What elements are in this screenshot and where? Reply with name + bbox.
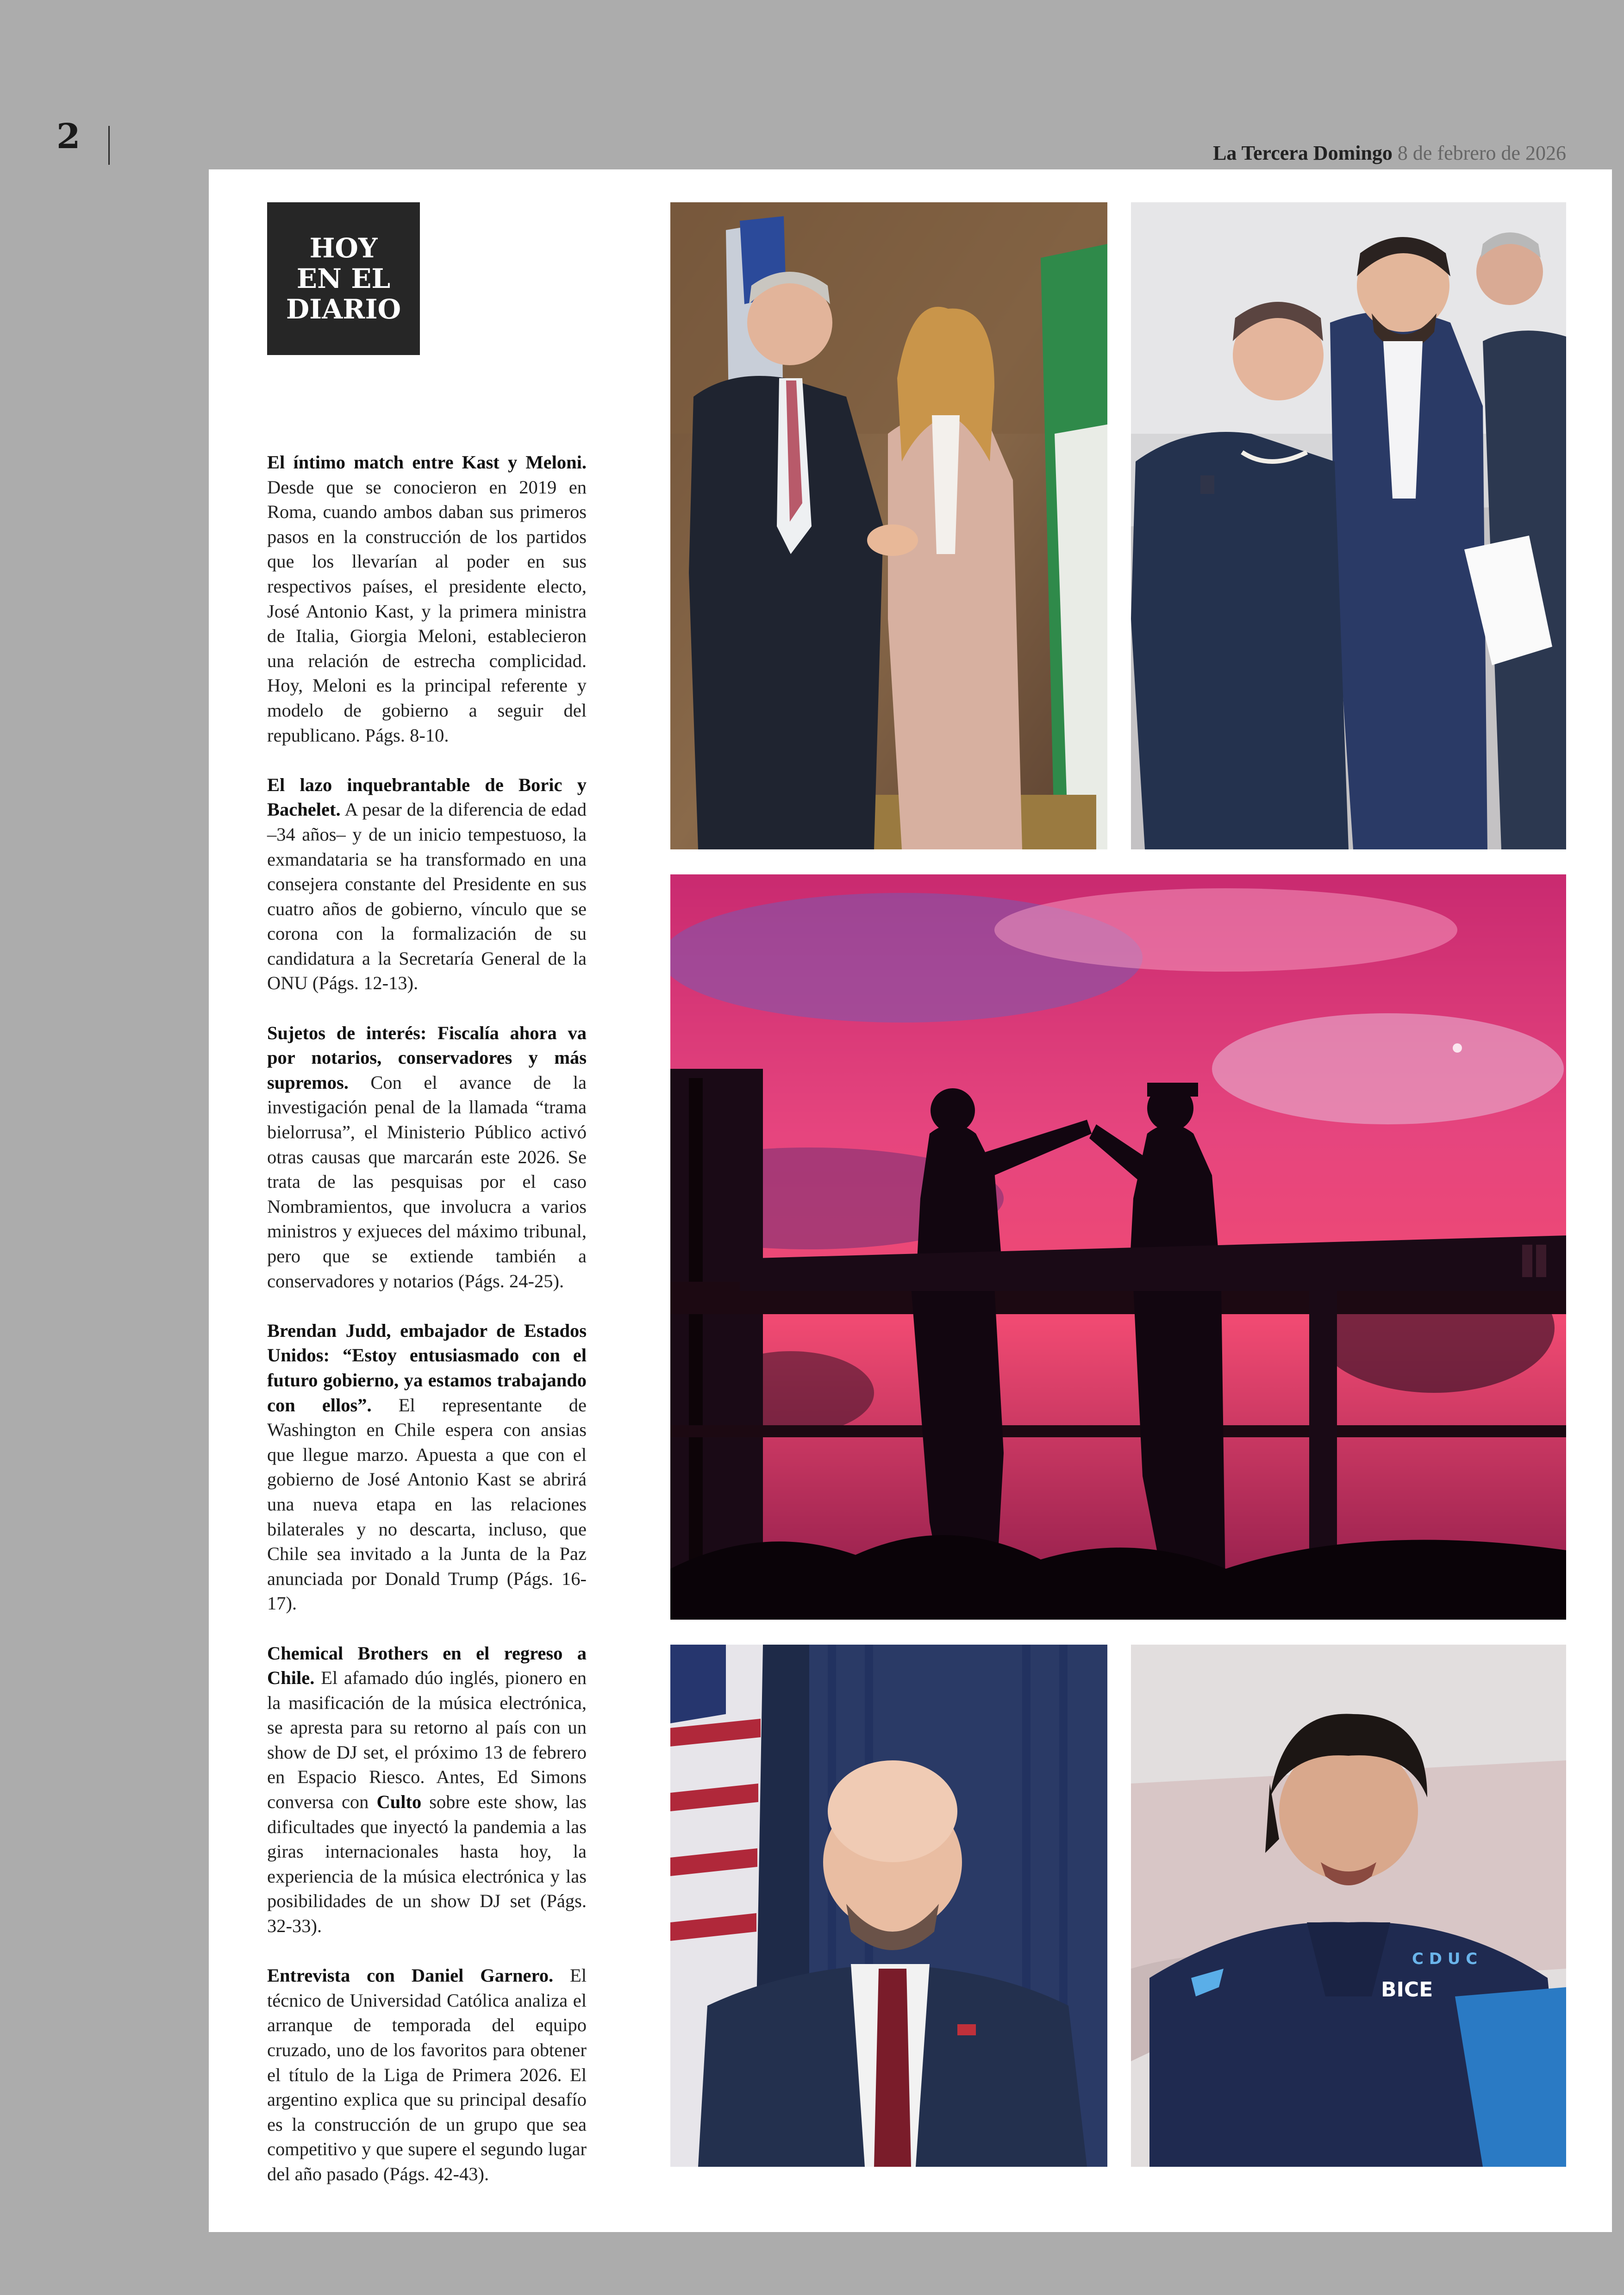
story-brendan-judd[interactable]: [267, 1318, 587, 1616]
story-body: A pesar de la diferencia de edad –34 años– y de un inicio tempestuoso, la exmandataria se ha transformado en una consejera constante del Presidente en sus cuatro años de gobierno, vínculo que se corona con la formalización de su candidatura a la Secretaría General de la ONU (Págs. 12-13).: [267, 799, 587, 994]
photo-boric-bachelet[interactable]: [1131, 202, 1566, 849]
photo-chemical-brothers[interactable]: [670, 874, 1566, 1620]
story-body: Con el avance de la investigación penal de la llamada “trama bielorrusa”, el Ministerio Público activó otras causas que marcarán este 2026. Se trata de las pesquisas por el caso Nombramientos, que involucra a varios ministros y exjueces del máximo tribunal, pero que se extiende también a conservadores y notarios (Págs. 24-25).: [267, 1072, 587, 1291]
story-headline: El lazo inquebrantable de Boric y Bachelet.: [267, 774, 587, 820]
photo-chemical-brothers-image: [670, 874, 1566, 1620]
photo-daniel-garnero-image: [1131, 1645, 1566, 2167]
story-body: sobre este show, las dificultades que inyectó la pandemia a las giras internacionales hasta hoy, la experiencia de la música electrónica y las posibilidades de un show DJ set (Págs. 32-33).: [267, 1791, 587, 1937]
story-headline: Entrevista con Daniel Garnero.: [267, 1965, 554, 1986]
story-daniel-garnero[interactable]: [267, 1963, 587, 2186]
story-body: Desde que se conocieron en 2019 en Roma, cuando ambos daban sus primeros pasos en la construcción de los partidos que los llevarían al poder en sus respectivos países, el presidente electo, José Antonio Kast, y la primera ministra de Italia, Giorgia Meloni, establecieron una relación de estrecha complicidad. Hoy, Meloni es la principal referente y modelo de gobierno a seguir del republicano. Págs. 8-10.: [267, 476, 587, 746]
photo-brendan-judd[interactable]: [670, 1645, 1107, 2167]
publication-date: 8 de febrero de 2026: [1397, 142, 1566, 164]
story-list: [267, 450, 587, 2211]
story-headline: El íntimo match entre Kast y Meloni.: [267, 452, 587, 473]
story-headline: Brendan Judd, embajador de Estados Unidos: “Estoy entusiasmado con el futuro gobierno, ya estamos trabajando con ellos”.: [267, 1320, 587, 1416]
photo-boric-bachelet-image: [1131, 202, 1566, 849]
photo-daniel-garnero[interactable]: [1131, 1645, 1566, 2167]
section-label-box: [267, 202, 420, 355]
story-headline: Chemical Brothers en el regreso a Chile.: [267, 1642, 587, 1689]
crest-text: C D U C: [1412, 1950, 1478, 1968]
story-boric-bachelet[interactable]: [267, 773, 587, 996]
story-body: El representante de Washington en Chile espera con ansias que llegue marzo. Apuesta a que con el gobierno de José Antonio Kast se abrirá una nueva etapa en las relaciones bilaterales y no descarta, incluso, que Chile sea invitado a la Junta de la Paz anunciada por Donald Trump (Págs. 16-17).: [267, 1394, 587, 1614]
running-head: [1213, 141, 1566, 165]
page-number: 2: [56, 117, 81, 156]
story-body: El técnico de Universidad Católica analiza el arranque de temporada del equipo cruzado, uno de los favoritos para obtener el título de la Liga de Primera 2026. El argentino explica que su principal desafío es la construcción de un grupo que sea competitivo y que supere el segundo lugar del año pasado (Págs. 42-43).: [267, 1965, 587, 2184]
page-number-divider: [108, 126, 110, 165]
story-kast-meloni[interactable]: [267, 450, 587, 748]
story-fiscalia[interactable]: [267, 1021, 587, 1294]
photo-kast-meloni[interactable]: [670, 202, 1107, 849]
photo-brendan-judd-image: [670, 1645, 1107, 2167]
sponsor-text: BICE: [1381, 1978, 1433, 2002]
story-headline: Sujetos de interés: Fiscalía ahora va por notarios, conservadores y más supremos.: [267, 1022, 587, 1093]
story-chemical-brothers[interactable]: [267, 1641, 587, 1939]
photo-kast-meloni-image: [670, 202, 1107, 849]
story-body: El afamado dúo inglés, pionero en la masificación de la música electrónica, se apresta para su retorno al país con un show de DJ set, el próximo 13 de febrero en Espacio Riesco. Antes, Ed Simons conversa con: [267, 1667, 587, 1813]
story-body-emphasis: Culto: [376, 1791, 422, 1813]
publication-name: La Tercera Domingo: [1213, 142, 1393, 164]
section-label: HOY EN EL DIARIO: [286, 232, 401, 325]
